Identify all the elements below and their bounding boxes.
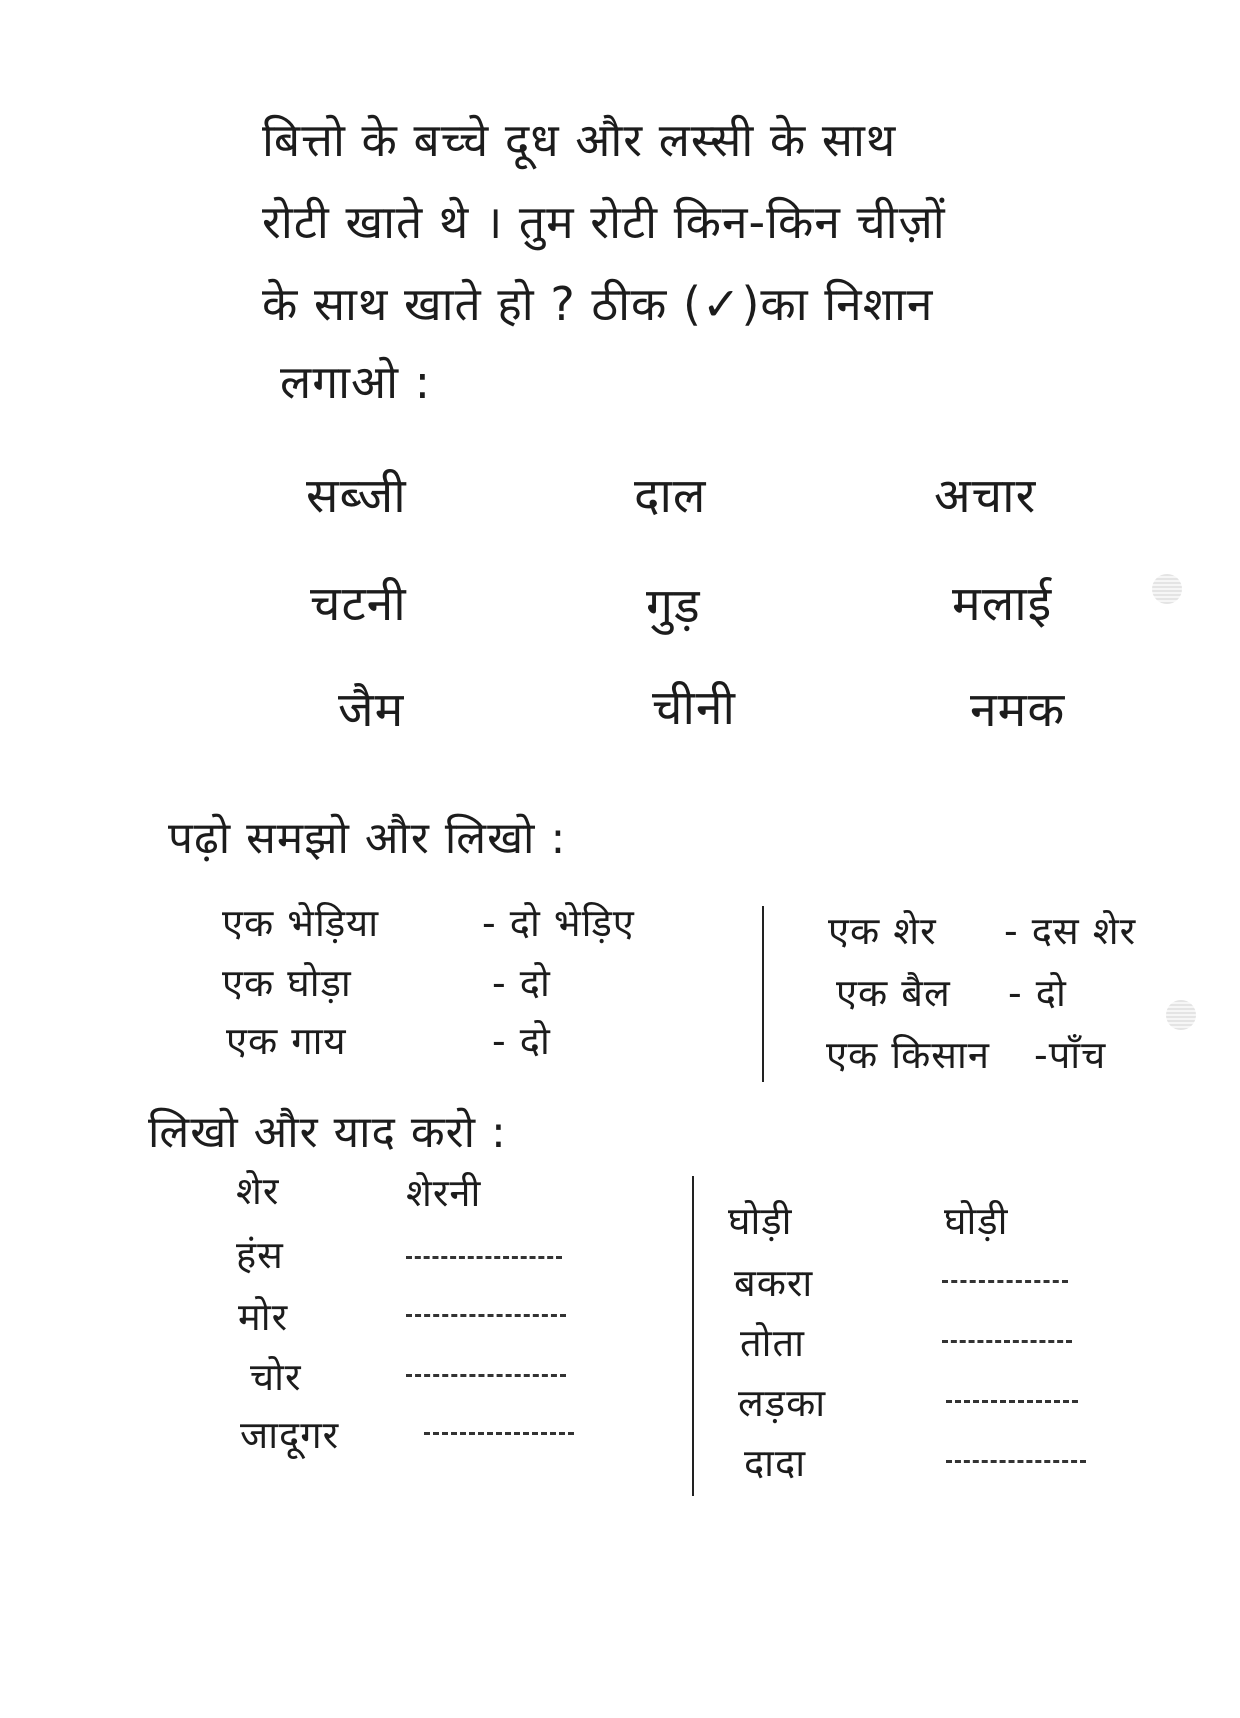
gender-left-5-word: जादूगर — [240, 1413, 340, 1457]
genders-heading: लिखो और याद करो : — [148, 1107, 507, 1158]
tick-symbol: ✓ — [701, 277, 742, 331]
food-option-namak: नमक — [970, 682, 1066, 738]
scan-mark — [1152, 574, 1182, 604]
plurals-divider — [762, 906, 764, 1082]
food-option-sabji: सब्जी — [306, 468, 407, 524]
instruction-line-4: लगाओ : — [280, 355, 432, 409]
instruction-line-3 — [262, 272, 933, 334]
plural-right-2-singular: एक बैल — [836, 971, 951, 1015]
genders-divider — [692, 1176, 694, 1496]
instruction-line-3-start: के साथ खाते हो ? ठीक ( — [262, 277, 702, 331]
scan-mark — [1166, 1000, 1196, 1030]
food-option-achar: अचार — [934, 468, 1037, 524]
gender-left-5-blank — [424, 1432, 574, 1435]
food-option-jam: जैम — [338, 682, 405, 738]
gender-right-1-word: घोड़ी — [728, 1199, 793, 1243]
gender-left-3-blank — [406, 1314, 566, 1317]
food-option-gud: गुड़ — [646, 578, 701, 634]
gender-right-5-blank — [946, 1460, 1086, 1463]
plural-left-1-singular: एक भेड़िया — [222, 901, 380, 945]
gender-left-4-word: चोर — [250, 1355, 302, 1399]
gender-right-2-blank — [942, 1280, 1068, 1283]
gender-left-4-blank — [406, 1374, 566, 1377]
plural-left-2-singular: एक घोड़ा — [222, 961, 352, 1005]
plural-left-2-plural: - दो — [492, 961, 551, 1005]
plural-left-3-plural: - दो — [492, 1019, 551, 1063]
gender-left-1-answer: शेरनी — [406, 1171, 482, 1215]
gender-right-3-blank — [942, 1340, 1072, 1343]
plural-right-3-singular: एक किसान — [826, 1033, 990, 1077]
gender-right-3-word: तोता — [740, 1321, 806, 1365]
plural-right-2-plural: - दो — [1008, 971, 1067, 1015]
instruction-line-1: बित्तो के बच्चे दूध और लस्सी के साथ — [262, 113, 897, 167]
plural-right-1-plural: - दस शेर — [1004, 909, 1137, 953]
food-option-malai: मलाई — [952, 576, 1053, 632]
plural-left-1-plural: - दो भेड़िए — [482, 901, 635, 945]
gender-left-2-word: हंस — [236, 1233, 284, 1277]
plural-right-3-plural: -पाँच — [1034, 1033, 1107, 1077]
gender-left-3-word: मोर — [238, 1295, 289, 1339]
gender-left-2-blank — [406, 1256, 562, 1259]
food-option-chini: चीनी — [652, 680, 736, 736]
gender-left-1-word: शेर — [236, 1169, 280, 1213]
gender-right-4-word: लड़का — [738, 1381, 827, 1425]
plural-right-1-singular: एक शेर — [828, 909, 937, 953]
instruction-line-2: रोटी खाते थे । तुम रोटी किन-किन चीज़ों — [262, 195, 946, 249]
food-option-chatni: चटनी — [310, 576, 407, 632]
gender-right-1-answer: घोड़ी — [944, 1199, 1009, 1243]
gender-right-2-word: बकरा — [734, 1261, 814, 1305]
plural-left-3-singular: एक गाय — [226, 1019, 347, 1063]
food-option-dal: दाल — [634, 468, 707, 524]
gender-right-4-blank — [946, 1400, 1078, 1403]
gender-right-5-word: दादा — [744, 1441, 807, 1485]
instruction-line-3-end: )का निशान — [741, 277, 934, 331]
plurals-heading: पढ़ो समझो और लिखो : — [168, 813, 567, 864]
